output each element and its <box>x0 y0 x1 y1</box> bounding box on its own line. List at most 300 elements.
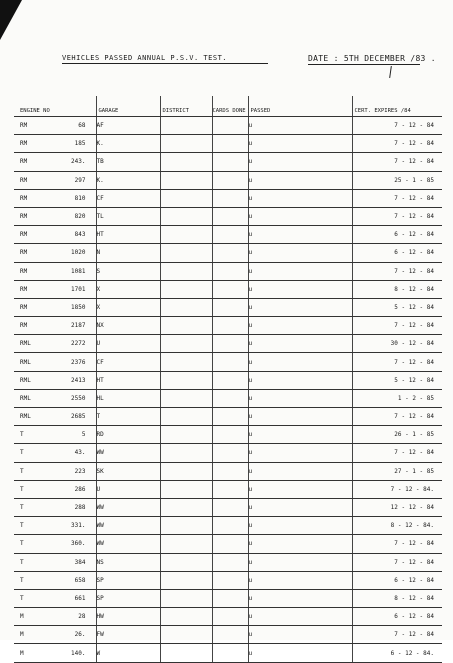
table-row <box>14 353 442 371</box>
garage-cell: U <box>96 480 160 498</box>
engine-no <box>14 468 96 475</box>
cert-expiry-cell: 7 - 12 - 84 <box>352 535 442 553</box>
vehicle-type: T <box>20 504 24 512</box>
garage-cell: SK <box>96 462 160 480</box>
cert-expiry-cell: 30 - 12 - 84 <box>352 335 442 353</box>
engine-no-cell <box>14 571 96 589</box>
district-cell <box>160 462 212 480</box>
table-row <box>14 244 442 262</box>
cert-expiry-cell: 8 - 12 - 84. <box>352 517 442 535</box>
district-cell <box>160 298 212 316</box>
vehicle-type: T <box>20 540 24 548</box>
table-row <box>14 571 442 589</box>
cert-expiry-cell: 7 - 12 - 84 <box>352 626 442 644</box>
engine-no <box>14 431 96 438</box>
engine-no <box>14 140 96 147</box>
table-row <box>14 389 442 407</box>
engine-no-cell <box>14 608 96 626</box>
garage-cell: X <box>96 298 160 316</box>
engine-no <box>14 449 96 456</box>
document-title: VEHICLES PASSED ANNUAL P.S.V. TEST. <box>62 54 228 62</box>
vehicle-number: 288 <box>74 504 86 512</box>
engine-no-cell <box>14 171 96 189</box>
cards-done-cell <box>212 626 248 644</box>
vehicle-number: 2685 <box>71 413 86 421</box>
vehicle-type: RML <box>20 413 31 421</box>
vehicle-number: 1701 <box>71 285 86 293</box>
garage-cell: U <box>96 335 160 353</box>
cert-expiry-cell: 7 - 12 - 84 <box>352 207 442 225</box>
table-row <box>14 553 442 571</box>
cert-expiry-cell: 7 - 12 - 84. <box>352 480 442 498</box>
district-cell <box>160 135 212 153</box>
garage-cell: X <box>96 280 160 298</box>
cards-done-cell <box>212 189 248 207</box>
district-cell <box>160 371 212 389</box>
garage-cell: HL <box>96 389 160 407</box>
district-cell <box>160 353 212 371</box>
district-cell <box>160 117 212 135</box>
passed-cell: u <box>248 535 352 553</box>
vehicle-table <box>14 96 442 663</box>
table-row <box>14 317 442 335</box>
garage-cell: SP <box>96 589 160 607</box>
engine-no <box>14 286 96 293</box>
engine-no-cell <box>14 317 96 335</box>
garage-cell: HW <box>96 608 160 626</box>
table-row <box>14 135 442 153</box>
header-passed: PASSED <box>248 96 352 117</box>
cards-done-cell <box>212 117 248 135</box>
engine-no-cell <box>14 117 96 135</box>
engine-no-cell <box>14 498 96 516</box>
engine-no <box>14 486 96 493</box>
vehicle-number: 1020 <box>71 249 86 257</box>
vehicle-type: RM <box>20 140 28 148</box>
passed-cell: u <box>248 462 352 480</box>
vehicle-type: T <box>20 485 24 493</box>
passed-cell: u <box>248 189 352 207</box>
table-row <box>14 207 442 225</box>
vehicle-number: 843 <box>74 231 86 239</box>
engine-no <box>14 595 96 602</box>
cards-done-cell <box>212 644 248 662</box>
vehicle-number: 5 <box>81 431 86 439</box>
garage-cell: HT <box>96 371 160 389</box>
garage-cell: TL <box>96 207 160 225</box>
vehicle-type: RM <box>20 249 28 257</box>
vehicle-type: RM <box>20 176 28 184</box>
cards-done-cell <box>212 517 248 535</box>
district-cell <box>160 553 212 571</box>
cert-expiry-cell: 7 - 12 - 84 <box>352 189 442 207</box>
date-underline <box>308 64 420 65</box>
vehicle-number: 68 <box>78 122 86 130</box>
cert-expiry-cell: 26 - 1 - 85 <box>352 426 442 444</box>
vehicle-type: RM <box>20 194 28 202</box>
passed-cell: u <box>248 498 352 516</box>
engine-no-cell <box>14 244 96 262</box>
table-row <box>14 117 442 135</box>
passed-cell: u <box>248 207 352 225</box>
district-cell <box>160 626 212 644</box>
passed-cell: u <box>248 426 352 444</box>
district-cell <box>160 480 212 498</box>
garage-cell: TB <box>96 153 160 171</box>
vehicle-number: 2376 <box>71 358 86 366</box>
engine-no <box>14 304 96 311</box>
vehicle-type: T <box>20 558 24 566</box>
district-cell <box>160 608 212 626</box>
cards-done-cell <box>212 571 248 589</box>
district-cell <box>160 207 212 225</box>
vehicle-type: T <box>20 467 24 475</box>
passed-cell: u <box>248 626 352 644</box>
passed-cell: u <box>248 644 352 662</box>
cert-expiry-cell: 7 - 12 - 84 <box>352 135 442 153</box>
cert-expiry-cell: 25 - 1 - 85 <box>352 171 442 189</box>
cards-done-cell <box>212 408 248 426</box>
district-cell <box>160 171 212 189</box>
district-cell <box>160 389 212 407</box>
vehicle-type: RM <box>20 231 28 239</box>
passed-cell: u <box>248 517 352 535</box>
engine-no <box>14 504 96 511</box>
vehicle-type: M <box>20 631 24 639</box>
passed-cell: u <box>248 353 352 371</box>
vehicle-type: T <box>20 594 24 602</box>
engine-no <box>14 631 96 638</box>
engine-no <box>14 231 96 238</box>
garage-cell: WW <box>96 444 160 462</box>
document-date: DATE : 5TH DECEMBER /83 . <box>308 54 436 63</box>
vehicle-type: RM <box>20 122 28 130</box>
engine-no <box>14 650 96 657</box>
district-cell <box>160 317 212 335</box>
garage-cell: CF <box>96 353 160 371</box>
garage-cell: W <box>96 644 160 662</box>
table-row <box>14 226 442 244</box>
vehicle-type: T <box>20 522 24 530</box>
garage-cell: NX <box>96 317 160 335</box>
vehicle-number: 2413 <box>71 376 86 384</box>
passed-cell: u <box>248 608 352 626</box>
cert-expiry-cell: 6 - 12 - 84 <box>352 244 442 262</box>
vehicle-type: RM <box>20 322 28 330</box>
header-cards-done: CARDS DONE <box>212 96 248 117</box>
engine-no-cell <box>14 553 96 571</box>
header-cert-expires: CERT. EXPIRES /84 <box>352 96 442 117</box>
table-row <box>14 498 442 516</box>
engine-no <box>14 322 96 329</box>
garage-cell: WW <box>96 535 160 553</box>
engine-no-cell <box>14 444 96 462</box>
table-row <box>14 426 442 444</box>
engine-no-cell <box>14 589 96 607</box>
cards-done-cell <box>212 171 248 189</box>
passed-cell: u <box>248 444 352 462</box>
passed-cell: u <box>248 135 352 153</box>
table-row <box>14 626 442 644</box>
vehicle-number: 2187 <box>71 322 86 330</box>
header-garage: GARAGE <box>96 96 160 117</box>
engine-no <box>14 395 96 402</box>
table-row <box>14 444 442 462</box>
vehicle-number: 331. <box>71 522 86 530</box>
passed-cell: u <box>248 571 352 589</box>
vehicle-number: 661 <box>74 594 86 602</box>
cards-done-cell <box>212 298 248 316</box>
cards-done-cell <box>212 480 248 498</box>
cards-done-cell <box>212 353 248 371</box>
vehicle-number: 28 <box>78 613 86 621</box>
vehicle-number: 810 <box>74 194 86 202</box>
engine-no-cell <box>14 462 96 480</box>
cards-done-cell <box>212 153 248 171</box>
engine-no-cell <box>14 535 96 553</box>
engine-no <box>14 122 96 129</box>
district-cell <box>160 153 212 171</box>
cards-done-cell <box>212 553 248 571</box>
vehicle-number: 297 <box>74 176 86 184</box>
passed-cell: u <box>248 298 352 316</box>
table-row <box>14 171 442 189</box>
engine-no-cell <box>14 135 96 153</box>
vehicle-number: 658 <box>74 576 86 584</box>
garage-cell: CF <box>96 189 160 207</box>
cert-expiry-cell: 7 - 12 - 84 <box>352 262 442 280</box>
passed-cell: u <box>248 553 352 571</box>
district-cell <box>160 189 212 207</box>
cards-done-cell <box>212 498 248 516</box>
district-cell <box>160 280 212 298</box>
engine-no-cell <box>14 280 96 298</box>
engine-no <box>14 340 96 347</box>
cert-expiry-cell: 27 - 1 - 85 <box>352 462 442 480</box>
district-cell <box>160 589 212 607</box>
title-underline <box>62 63 268 64</box>
vehicle-number: 286 <box>74 485 86 493</box>
table-row <box>14 189 442 207</box>
table-row <box>14 153 442 171</box>
garage-cell: AF <box>96 117 160 135</box>
engine-no-cell <box>14 389 96 407</box>
district-cell <box>160 426 212 444</box>
vehicle-number: 2272 <box>71 340 86 348</box>
table-row <box>14 262 442 280</box>
cert-expiry-cell: 7 - 12 - 84 <box>352 408 442 426</box>
cards-done-cell <box>212 317 248 335</box>
engine-no-cell <box>14 353 96 371</box>
cards-done-cell <box>212 589 248 607</box>
cert-expiry-cell: 7 - 12 - 84 <box>352 117 442 135</box>
passed-cell: u <box>248 280 352 298</box>
engine-no <box>14 268 96 275</box>
vehicle-type: RML <box>20 376 31 384</box>
garage-cell: K. <box>96 171 160 189</box>
district-cell <box>160 444 212 462</box>
engine-no <box>14 413 96 420</box>
engine-no-cell <box>14 371 96 389</box>
district-cell <box>160 517 212 535</box>
passed-cell: u <box>248 317 352 335</box>
table-row <box>14 280 442 298</box>
district-cell <box>160 226 212 244</box>
garage-cell: WW <box>96 498 160 516</box>
district-cell <box>160 535 212 553</box>
engine-no <box>14 577 96 584</box>
district-cell <box>160 262 212 280</box>
garage-cell: NS <box>96 553 160 571</box>
district-cell <box>160 498 212 516</box>
passed-cell: u <box>248 389 352 407</box>
cert-expiry-cell: 8 - 12 - 84 <box>352 280 442 298</box>
vehicle-type: T <box>20 431 24 439</box>
cert-expiry-cell: 1 - 2 - 85 <box>352 389 442 407</box>
cert-expiry-cell: 7 - 12 - 84 <box>352 317 442 335</box>
table-row <box>14 535 442 553</box>
cards-done-cell <box>212 535 248 553</box>
passed-cell: u <box>248 153 352 171</box>
engine-no-cell <box>14 480 96 498</box>
table-row <box>14 408 442 426</box>
cert-expiry-cell: 8 - 12 - 84 <box>352 589 442 607</box>
pen-stroke <box>389 66 392 78</box>
vehicle-number: 360. <box>71 540 86 548</box>
district-cell <box>160 335 212 353</box>
table-header-row <box>14 96 442 117</box>
passed-cell: u <box>248 589 352 607</box>
table-row <box>14 608 442 626</box>
engine-no <box>14 213 96 220</box>
vehicle-type: M <box>20 649 24 657</box>
cards-done-cell <box>212 262 248 280</box>
vehicle-number: 243. <box>71 158 86 166</box>
engine-no-cell <box>14 262 96 280</box>
passed-cell: u <box>248 171 352 189</box>
garage-cell: K. <box>96 135 160 153</box>
cards-done-cell <box>212 444 248 462</box>
cards-done-cell <box>212 280 248 298</box>
garage-cell: RD <box>96 426 160 444</box>
cards-done-cell <box>212 426 248 444</box>
engine-no <box>14 195 96 202</box>
vehicle-type: T <box>20 576 24 584</box>
passed-cell: u <box>248 226 352 244</box>
passed-cell: u <box>248 480 352 498</box>
table-row <box>14 517 442 535</box>
cert-expiry-cell: 12 - 12 - 84 <box>352 498 442 516</box>
cert-expiry-cell: 7 - 12 - 84 <box>352 153 442 171</box>
cert-expiry-cell: 7 - 12 - 84 <box>352 553 442 571</box>
vehicle-type: RM <box>20 158 28 166</box>
engine-no <box>14 522 96 529</box>
table-row <box>14 298 442 316</box>
cards-done-cell <box>212 335 248 353</box>
vehicle-number: 2550 <box>71 394 86 402</box>
engine-no <box>14 559 96 566</box>
engine-no <box>14 158 96 165</box>
vehicle-type: M <box>20 613 24 621</box>
engine-no <box>14 177 96 184</box>
cards-done-cell <box>212 608 248 626</box>
garage-cell: T <box>96 408 160 426</box>
vehicle-number: 140. <box>71 649 86 657</box>
cert-expiry-cell: 6 - 12 - 84 <box>352 226 442 244</box>
garage-cell: HT <box>96 226 160 244</box>
engine-no-cell <box>14 298 96 316</box>
garage-cell: WW <box>96 517 160 535</box>
passed-cell: u <box>248 371 352 389</box>
vehicle-number: 223 <box>74 467 86 475</box>
garage-cell: N <box>96 244 160 262</box>
vehicle-number: 820 <box>74 213 86 221</box>
cert-expiry-cell: 6 - 12 - 84. <box>352 644 442 662</box>
engine-no-cell <box>14 426 96 444</box>
engine-no <box>14 249 96 256</box>
district-cell <box>160 244 212 262</box>
cards-done-cell <box>212 371 248 389</box>
vehicle-type: RM <box>20 303 28 311</box>
table-row <box>14 589 442 607</box>
engine-no-cell <box>14 517 96 535</box>
passed-cell: u <box>248 335 352 353</box>
table-row <box>14 335 442 353</box>
vehicle-type: RML <box>20 340 31 348</box>
vehicle-type: RML <box>20 358 31 366</box>
vehicle-type: RM <box>20 285 28 293</box>
vehicle-number: 1850 <box>71 303 86 311</box>
engine-no <box>14 613 96 620</box>
engine-no-cell <box>14 335 96 353</box>
table-row <box>14 480 442 498</box>
cert-expiry-cell: 5 - 12 - 84 <box>352 298 442 316</box>
cards-done-cell <box>212 389 248 407</box>
cards-done-cell <box>212 207 248 225</box>
scan-corner-mark <box>0 0 22 40</box>
cards-done-cell <box>212 462 248 480</box>
vehicle-type: RM <box>20 213 28 221</box>
vehicle-number: 43. <box>74 449 86 457</box>
table-row <box>14 371 442 389</box>
engine-no-cell <box>14 408 96 426</box>
vehicle-number: 1081 <box>71 267 86 275</box>
passed-cell: u <box>248 117 352 135</box>
vehicle-type: RML <box>20 394 31 402</box>
cards-done-cell <box>212 226 248 244</box>
vehicle-number: 384 <box>74 558 86 566</box>
engine-no <box>14 359 96 366</box>
vehicle-number: 26. <box>74 631 86 639</box>
garage-cell: SP <box>96 571 160 589</box>
district-cell <box>160 644 212 662</box>
cert-expiry-cell: 7 - 12 - 84 <box>352 444 442 462</box>
cert-expiry-cell: 6 - 12 - 84 <box>352 608 442 626</box>
cards-done-cell <box>212 244 248 262</box>
vehicle-number: 185 <box>74 140 86 148</box>
cert-expiry-cell: 7 - 12 - 84 <box>352 353 442 371</box>
engine-no <box>14 540 96 547</box>
header-district: DISTRICT <box>160 96 212 117</box>
garage-cell: FW <box>96 626 160 644</box>
engine-no-cell <box>14 226 96 244</box>
engine-no-cell <box>14 626 96 644</box>
table-row <box>14 644 442 662</box>
table-row <box>14 462 442 480</box>
header-engine-no: ENGINE NO <box>14 96 96 117</box>
engine-no <box>14 377 96 384</box>
cert-expiry-cell: 6 - 12 - 84 <box>352 571 442 589</box>
